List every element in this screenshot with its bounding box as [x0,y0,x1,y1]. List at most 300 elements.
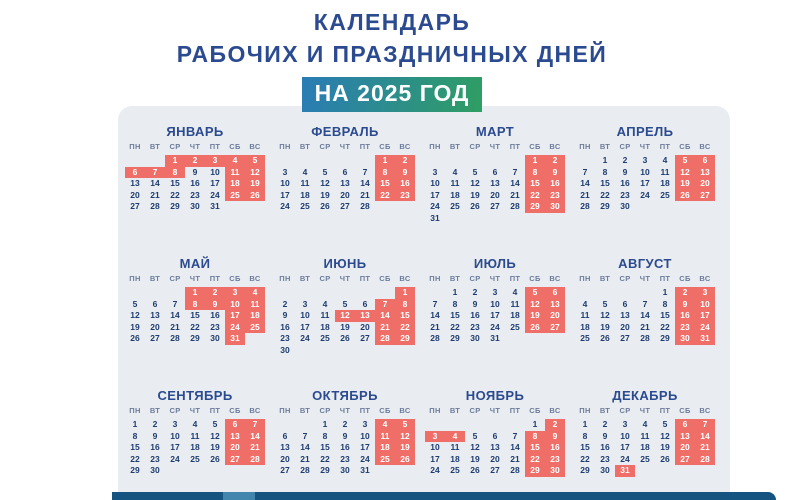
weekday-label: СР [619,274,631,283]
holiday-day-cell: 11 [245,299,265,311]
workday-day-cell: 5 [342,298,348,309]
holiday-day-cell: 9 [545,431,565,443]
workday-day-cell: 19 [210,442,220,452]
workday-day-cell: 13 [490,178,500,188]
workday-day-cell: 3 [282,166,288,177]
weekday-label: СБ [529,274,541,283]
workday-day-cell: 28 [640,333,650,343]
workday-day-cell: 26 [340,333,350,343]
holiday-day-cell: 18 [245,310,265,322]
workday-day-cell: 6 [492,430,498,441]
holiday-day-cell: 4 [245,287,265,299]
holiday-day-cell: 4 [445,431,465,443]
workday-day-cell: 10 [620,430,630,441]
workday-day-cell: 27 [340,201,350,211]
workday-day-cell: 2 [282,298,288,309]
workday-day-cell: 21 [360,189,370,200]
weekday-label: ВС [549,406,561,415]
empty-day-cell [425,287,445,299]
weekday-label: ПТ [359,274,371,283]
weekday-header-row [125,141,265,152]
holiday-day-cell: 27 [695,190,715,202]
workday-day-cell: 18 [450,453,460,464]
workday-day-cell: 18 [190,442,200,452]
footer-accent-segment [223,492,255,500]
workday-day-cell: 11 [640,430,650,441]
workday-day-cell: 3 [362,419,368,429]
holiday-day-cell: 28 [375,333,395,345]
weekday-label: ВТ [449,406,461,415]
workday-day-cell: 19 [470,453,480,464]
workday-day-cell: 7 [512,166,518,177]
holiday-day-cell: 22 [525,454,545,466]
weekday-label: ПТ [659,142,671,151]
workday-day-cell: 11 [510,298,520,309]
empty-day-cell [295,287,315,299]
weekday-header-row [425,273,565,284]
weekday-header-row [575,405,715,416]
workday-day-cell: 4 [642,419,648,429]
workday-day-cell: 1 [582,419,588,429]
workday-day-cell: 10 [170,430,180,441]
workday-day-cell: 28 [300,465,310,475]
workday-day-cell: 27 [490,465,500,475]
holiday-day-cell: 8 [395,299,415,311]
weekday-label: ЧТ [339,142,351,151]
holiday-day-cell: 26 [675,190,695,202]
weekday-label: ЧТ [639,274,651,283]
workday-day-cell: 15 [450,310,460,320]
workday-day-cell: 15 [580,442,590,452]
weekday-label: СР [169,406,181,415]
holiday-day-cell: 5 [245,155,265,167]
holiday-day-cell: 2 [185,155,205,167]
empty-day-cell [335,287,355,299]
weekday-header-row [125,273,265,284]
empty-day-cell [315,155,335,167]
holiday-day-cell: 5 [395,419,415,431]
holiday-day-cell: 4 [225,155,245,167]
month-name: АПРЕЛЬ [616,124,674,139]
holiday-day-cell: 8 [375,167,395,179]
workday-day-cell: 1 [602,155,608,165]
footer-bar [112,492,776,500]
workday-day-cell: 15 [190,310,200,320]
weekday-label: ПТ [209,274,221,283]
holiday-day-cell: 5 [525,287,545,299]
weekday-label: СБ [529,406,541,415]
workday-day-cell: 3 [642,155,648,165]
month-name: ДЕКАБРЬ [612,388,678,403]
workday-day-cell: 14 [360,178,370,188]
holiday-day-cell: 23 [545,454,565,466]
weekday-label: ЧТ [339,406,351,415]
workday-day-cell: 14 [510,442,520,452]
workday-day-cell: 21 [640,321,650,332]
empty-day-cell [485,155,505,167]
workday-day-cell: 22 [190,321,200,332]
workday-day-cell: 1 [662,287,668,297]
holiday-day-cell: 28 [695,454,715,466]
workday-day-cell: 30 [150,465,160,475]
holiday-day-cell: 24 [225,322,245,334]
workday-day-cell: 15 [660,310,670,320]
workday-day-cell: 15 [600,178,610,188]
holiday-day-cell: 8 [525,167,545,179]
month-days-grid [125,287,265,345]
weekday-label: ВС [399,406,411,415]
month-days-grid [575,155,715,213]
holiday-day-cell: 2 [675,287,695,299]
workday-day-cell: 14 [640,310,650,320]
workday-day-cell: 8 [662,298,668,309]
workday-day-cell: 1 [532,419,538,429]
weekday-label: ПТ [209,142,221,151]
weekday-label: ВС [549,274,561,283]
workday-day-cell: 31 [210,201,220,211]
weekday-label: ВТ [149,274,161,283]
month-days-grid [275,155,415,213]
weekday-label: ЧТ [639,406,651,415]
workday-day-cell: 13 [340,178,350,188]
holiday-day-cell: 26 [245,190,265,202]
workday-day-cell: 18 [580,321,590,332]
holiday-day-cell: 3 [425,431,445,443]
month-block [125,257,265,389]
workday-day-cell: 9 [282,310,288,320]
month-block [575,389,715,500]
empty-day-cell [145,287,165,299]
weekday-label: ПН [129,142,141,151]
workday-day-cell: 17 [430,453,440,464]
workday-day-cell: 16 [210,310,220,320]
weekday-label: ЧТ [489,274,501,283]
workday-day-cell: 14 [430,310,440,320]
workday-day-cell: 20 [620,321,630,332]
workday-day-cell: 21 [170,321,180,332]
weekday-label: СР [319,274,331,283]
holiday-day-cell: 31 [615,465,635,477]
workday-day-cell: 13 [280,442,290,452]
weekday-label: ВС [699,406,711,415]
workday-day-cell: 14 [580,178,590,188]
workday-day-cell: 24 [430,465,440,475]
weekday-label: СР [619,142,631,151]
empty-day-cell [425,155,445,167]
workday-day-cell: 5 [132,298,138,309]
holiday-day-cell: 13 [695,167,715,179]
workday-day-cell: 6 [622,298,628,309]
month-block [425,257,565,389]
workday-day-cell: 4 [582,298,588,309]
workday-day-cell: 30 [600,465,610,475]
month-block [575,125,715,257]
workday-day-cell: 5 [212,419,218,429]
workday-day-cell: 30 [190,201,200,211]
holiday-day-cell: 27 [675,454,695,466]
empty-day-cell [355,155,375,167]
weekday-label: СБ [379,142,391,151]
empty-day-cell [575,287,595,299]
holiday-day-cell: 2 [205,287,225,299]
weekday-label: ЧТ [339,274,351,283]
weekday-label: ЧТ [189,274,201,283]
weekday-label: СБ [229,274,241,283]
empty-day-cell [575,155,595,167]
holiday-day-cell: 6 [675,419,695,431]
workday-day-cell: 22 [170,189,180,200]
workday-day-cell: 17 [170,442,180,452]
workday-day-cell: 24 [620,453,630,464]
weekday-header-row [425,141,565,152]
month-block [425,389,565,500]
weekday-label: ВТ [599,274,611,283]
weekday-label: ВС [249,142,261,151]
workday-day-cell: 22 [660,321,670,332]
holiday-day-cell: 1 [525,155,545,167]
holiday-day-cell: 6 [225,419,245,431]
workday-day-cell: 18 [510,310,520,320]
holiday-day-cell: 10 [695,299,715,311]
workday-day-cell: 23 [340,453,350,464]
holiday-day-cell: 27 [225,454,245,466]
workday-day-cell: 26 [600,333,610,343]
poster-header [0,6,784,112]
workday-day-cell: 28 [430,333,440,343]
month-name: ИЮНЬ [323,256,367,271]
workday-day-cell: 22 [130,453,140,464]
workday-day-cell: 24 [280,201,290,211]
weekday-label: ПН [579,406,591,415]
workday-day-cell: 11 [300,178,310,188]
empty-day-cell [355,287,375,299]
holiday-day-cell: 25 [375,454,395,466]
workday-day-cell: 31 [490,333,500,343]
holiday-day-cell: 16 [675,310,695,322]
holiday-day-cell: 22 [525,190,545,202]
workday-day-cell: 26 [210,453,220,464]
weekday-label: ПН [429,406,441,415]
workday-day-cell: 23 [620,189,630,200]
month-name: ЯНВАРЬ [166,124,224,139]
holiday-day-cell: 12 [395,431,415,443]
workday-day-cell: 7 [432,298,438,309]
weekday-label: ВС [699,274,711,283]
holiday-day-cell: 12 [335,310,355,322]
workday-day-cell: 13 [490,442,500,452]
empty-day-cell [635,287,655,299]
workday-day-cell: 21 [300,453,310,464]
holiday-day-cell: 25 [225,190,245,202]
workday-day-cell: 7 [582,166,588,177]
holiday-day-cell: 20 [545,310,565,322]
holiday-day-cell: 12 [675,167,695,179]
holiday-day-cell: 25 [245,322,265,334]
empty-day-cell [295,419,315,431]
holiday-day-cell: 15 [375,178,395,190]
workday-day-cell: 2 [152,419,158,429]
workday-day-cell: 3 [622,419,628,429]
workday-day-cell: 9 [342,430,348,441]
weekday-label: СБ [529,142,541,151]
workday-day-cell: 16 [470,310,480,320]
holiday-day-cell: 5 [675,155,695,167]
workday-day-cell: 27 [360,333,370,343]
workday-day-cell: 22 [320,453,330,464]
weekday-label: ВТ [449,274,461,283]
workday-day-cell: 21 [580,189,590,200]
workday-day-cell: 4 [512,287,518,297]
month-days-grid [425,155,565,224]
workday-day-cell: 20 [280,453,290,464]
month-block [275,389,415,500]
month-block [125,389,265,500]
workday-day-cell: 28 [150,201,160,211]
weekday-label: ВС [249,406,261,415]
workday-day-cell: 7 [362,166,368,177]
weekday-label: ПТ [509,406,521,415]
empty-day-cell [595,287,615,299]
workday-day-cell: 15 [170,178,180,188]
workday-day-cell: 29 [450,333,460,343]
workday-day-cell: 14 [170,310,180,320]
holiday-day-cell: 15 [525,442,545,454]
workday-day-cell: 18 [300,189,310,200]
workday-day-cell: 21 [430,321,440,332]
workday-day-cell: 24 [300,333,310,343]
workday-day-cell: 9 [152,430,158,441]
holiday-day-cell: 16 [395,178,415,190]
workday-day-cell: 25 [640,453,650,464]
workday-day-cell: 20 [360,321,370,332]
workday-day-cell: 10 [360,430,370,441]
weekday-label: ВС [399,142,411,151]
holiday-day-cell: 23 [545,190,565,202]
workday-day-cell: 26 [130,333,140,343]
workday-day-cell: 11 [450,178,460,188]
holiday-day-cell: 23 [675,322,695,334]
empty-day-cell [275,419,295,431]
empty-day-cell [485,419,505,431]
workday-day-cell: 10 [280,178,290,188]
workday-day-cell: 11 [580,310,590,320]
workday-day-cell: 15 [320,442,330,452]
weekday-label: ЧТ [489,406,501,415]
workday-day-cell: 20 [150,321,160,332]
workday-day-cell: 13 [130,178,140,188]
workday-day-cell: 7 [512,430,518,441]
weekday-label: СР [319,406,331,415]
workday-day-cell: 19 [660,442,670,452]
holiday-day-cell: 17 [695,310,715,322]
holiday-day-cell: 2 [395,155,415,167]
weekday-label: ЧТ [189,406,201,415]
workday-day-cell: 3 [172,419,178,429]
holiday-day-cell: 1 [395,287,415,299]
workday-day-cell: 18 [640,442,650,452]
weekday-label: ВТ [149,406,161,415]
holiday-day-cell: 17 [225,310,245,322]
month-days-grid [275,419,415,477]
months-grid [125,125,715,500]
weekday-label: ЧТ [639,142,651,151]
workday-day-cell: 28 [580,201,590,211]
workday-day-cell: 11 [660,166,670,177]
weekday-label: ПТ [509,142,521,151]
holiday-day-cell: 13 [355,310,375,322]
holiday-day-cell: 19 [395,442,415,454]
workday-day-cell: 23 [210,321,220,332]
workday-day-cell: 23 [190,189,200,200]
month-block [425,125,565,257]
month-name: ИЮЛЬ [473,256,517,271]
empty-day-cell [145,155,165,167]
workday-day-cell: 27 [620,333,630,343]
workday-day-cell: 2 [622,155,628,165]
empty-day-cell [125,155,145,167]
title-line-2: РАБОЧИХ И ПРАЗДНИЧНЫХ ДНЕЙ [176,41,608,67]
workday-day-cell: 14 [150,178,160,188]
holiday-day-cell: 29 [525,465,545,477]
workday-day-cell: 19 [600,321,610,332]
workday-day-cell: 18 [660,178,670,188]
holiday-day-cell: 15 [395,310,415,322]
weekday-label: СР [469,142,481,151]
holiday-day-cell: 30 [675,333,695,345]
workday-day-cell: 7 [172,298,178,309]
workday-day-cell: 16 [190,178,200,188]
empty-day-cell [505,419,525,431]
workday-day-cell: 12 [470,178,480,188]
workday-day-cell: 14 [510,178,520,188]
holiday-day-cell: 20 [695,178,715,190]
workday-day-cell: 4 [452,166,458,177]
holiday-day-cell: 22 [375,190,395,202]
empty-day-cell [375,287,395,299]
workday-day-cell: 26 [660,453,670,464]
holiday-day-cell: 9 [545,167,565,179]
workday-day-cell: 29 [170,201,180,211]
holiday-day-cell: 9 [205,299,225,311]
weekday-label: ПН [579,274,591,283]
weekday-label: СР [319,142,331,151]
holiday-day-cell: 13 [225,431,245,443]
workday-day-cell: 21 [510,189,520,200]
workday-day-cell: 6 [492,166,498,177]
workday-day-cell: 17 [210,178,220,188]
empty-day-cell [275,155,295,167]
weekday-label: ВТ [599,142,611,151]
workday-day-cell: 5 [602,298,608,309]
empty-day-cell [465,155,485,167]
empty-day-cell [315,287,335,299]
empty-day-cell [505,155,525,167]
workday-day-cell: 28 [170,333,180,343]
holiday-day-cell: 6 [125,167,145,179]
workday-day-cell: 22 [580,453,590,464]
holiday-day-cell: 30 [545,465,565,477]
holiday-day-cell: 11 [375,431,395,443]
workday-day-cell: 31 [430,212,440,223]
empty-day-cell [165,287,185,299]
empty-day-cell [445,419,465,431]
workday-day-cell: 30 [620,201,630,211]
workday-day-cell: 7 [642,298,648,309]
holiday-day-cell: 21 [375,322,395,334]
weekday-label: СБ [229,142,241,151]
weekday-label: ПТ [359,142,371,151]
workday-day-cell: 29 [320,465,330,475]
